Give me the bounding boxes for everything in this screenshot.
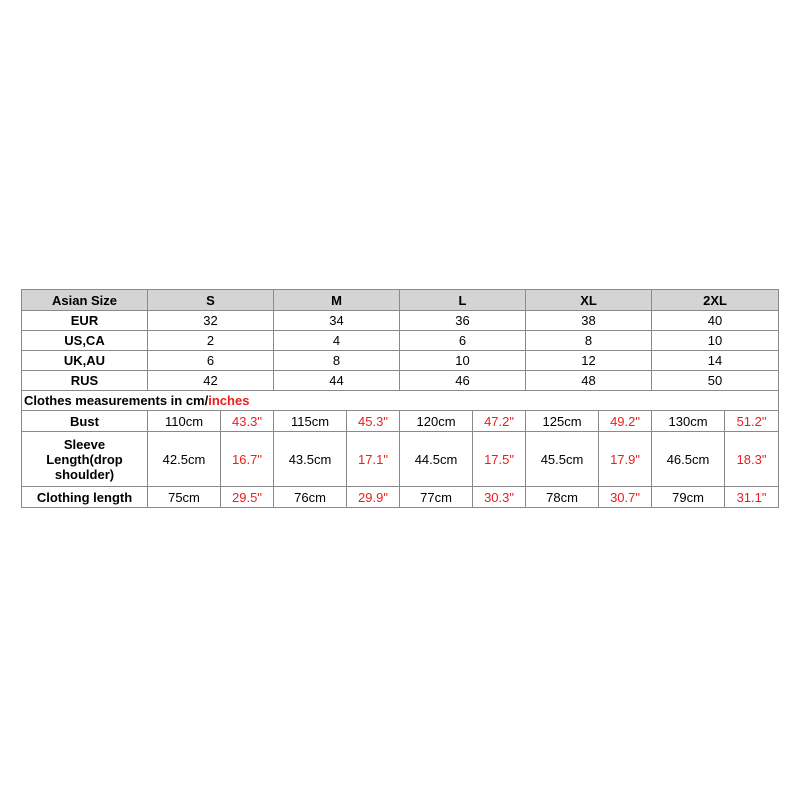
- inch-cell: 31.1": [725, 487, 779, 508]
- table-cell: 50: [652, 371, 779, 391]
- inch-cell: 17.9": [599, 432, 652, 487]
- cm-cell: 43.5cm: [274, 432, 347, 487]
- cm-cell: 42.5cm: [148, 432, 221, 487]
- measure-row-clothing-length: [22, 487, 779, 508]
- table-cell: 34: [274, 311, 400, 331]
- table-cell: 12: [526, 351, 652, 371]
- inch-cell: 30.7": [599, 487, 652, 508]
- cm-cell: 78cm: [526, 487, 599, 508]
- header-row: [22, 290, 779, 311]
- inch-cell: 45.3": [347, 411, 400, 432]
- size-row-eur: [22, 311, 779, 331]
- inch-cell: 49.2": [599, 411, 652, 432]
- table-cell: 2: [148, 331, 274, 351]
- inch-cell: 18.3": [725, 432, 779, 487]
- table-cell: 44: [274, 371, 400, 391]
- row-label: Sleeve Length(drop shoulder): [22, 432, 148, 487]
- inch-cell: 43.3": [221, 411, 274, 432]
- table-cell: 10: [400, 351, 526, 371]
- cm-cell: 110cm: [148, 411, 221, 432]
- table-cell: 38: [526, 311, 652, 331]
- size-header-s: S: [148, 290, 274, 311]
- cm-cell: 75cm: [148, 487, 221, 508]
- size-row-uk-au: [22, 351, 779, 371]
- size-row-us-ca: [22, 331, 779, 351]
- inch-cell: 47.2": [473, 411, 526, 432]
- row-label: UK,AU: [22, 351, 148, 371]
- measure-row-sleeve: [22, 432, 779, 487]
- section-heading: [22, 391, 779, 411]
- table-cell: 46: [400, 371, 526, 391]
- section-heading-inches: inches: [208, 393, 250, 408]
- cm-cell: 79cm: [652, 487, 725, 508]
- row-label: EUR: [22, 311, 148, 331]
- table-cell: 6: [400, 331, 526, 351]
- cm-cell: 115cm: [274, 411, 347, 432]
- table-cell: 48: [526, 371, 652, 391]
- size-header-2xl: 2XL: [652, 290, 779, 311]
- table-cell: 32: [148, 311, 274, 331]
- size-row-rus: [22, 371, 779, 391]
- measurements-section-row: [22, 391, 779, 411]
- measure-row-bust: [22, 411, 779, 432]
- table-cell: 6: [148, 351, 274, 371]
- cm-cell: 130cm: [652, 411, 725, 432]
- cm-cell: 44.5cm: [400, 432, 473, 487]
- cm-cell: 120cm: [400, 411, 473, 432]
- size-header-l: L: [400, 290, 526, 311]
- table-cell: 8: [526, 331, 652, 351]
- table-cell: 40: [652, 311, 779, 331]
- table-cell: 14: [652, 351, 779, 371]
- inch-cell: 29.5": [221, 487, 274, 508]
- cm-cell: 76cm: [274, 487, 347, 508]
- section-heading-text: Clothes measurements in cm/: [24, 393, 209, 408]
- table-cell: 8: [274, 351, 400, 371]
- row-label: RUS: [22, 371, 148, 391]
- row-label: Bust: [22, 411, 148, 432]
- inch-cell: 30.3": [473, 487, 526, 508]
- table-cell: 10: [652, 331, 779, 351]
- cm-cell: 46.5cm: [652, 432, 725, 487]
- size-header-xl: XL: [526, 290, 652, 311]
- inch-cell: 29.9": [347, 487, 400, 508]
- table-cell: 4: [274, 331, 400, 351]
- size-header-m: M: [274, 290, 400, 311]
- row-label: Clothing length: [22, 487, 148, 508]
- table-cell: 42: [148, 371, 274, 391]
- inch-cell: 17.5": [473, 432, 526, 487]
- row-label: US,CA: [22, 331, 148, 351]
- size-chart-table: [21, 289, 779, 508]
- cm-cell: 77cm: [400, 487, 473, 508]
- cm-cell: 125cm: [526, 411, 599, 432]
- inch-cell: 17.1": [347, 432, 400, 487]
- header-label: Asian Size: [22, 290, 148, 311]
- inch-cell: 51.2": [725, 411, 779, 432]
- table-cell: 36: [400, 311, 526, 331]
- inch-cell: 16.7": [221, 432, 274, 487]
- cm-cell: 45.5cm: [526, 432, 599, 487]
